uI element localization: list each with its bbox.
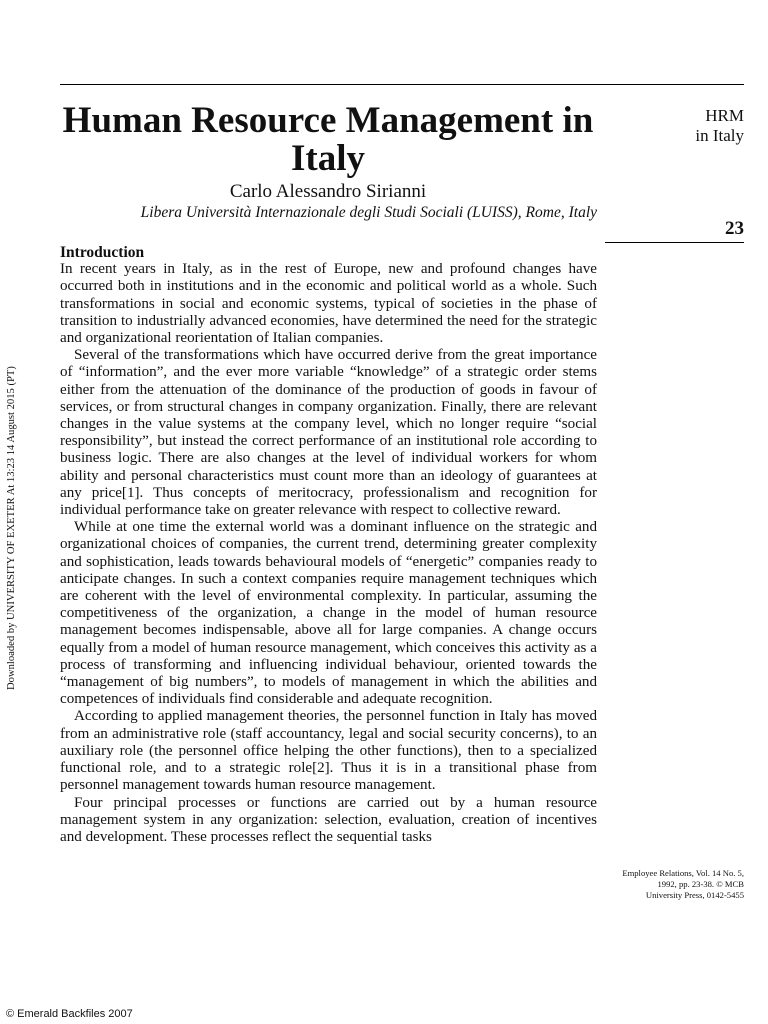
running-head-line-2: in Italy [695,126,744,145]
paragraph: According to applied management theories, the personnel function in Italy has moved from an administrative role (staff accountancy, legal and social security concerns), to an auxiliary role (the personnel office helping the other functions), then to a specialized functional role, and to a strategic role[2]. Thus it is in a transitional phase from personnel management towards human resource management. [60,708,597,794]
running-head-line-1: HRM [705,106,744,125]
paragraph: In recent years in Italy, as in the rest of Europe, new and profound changes have occurred both in institutions and in the economic and political world as a whole. Such transformations in social and economic systems, typical of societies in the phase of transition to industrially advanced economies, have determined the need for the strategic and organizational reorientation of Italian companies. [60,261,597,347]
article-title: Human Resource Management in Italy [62,100,594,179]
section-heading: Introduction [60,244,145,261]
paragraph: Several of the transformations which have occurred derive from the great importance of “information”, and the ever more variable “knowledge” of a strategic order stems either from the attenuation of the dominance of the production of goods in favour of services, or from structural changes in company organization. Finally, there are relevant changes in the value systems at the company level, which no longer require “social responsibility”, but instead the correct performance of an institutional role according to business logic. There are also changes at the level of individual workers for whom ability and personal characteristics must count more than an ideology of guarantees at any price[1]. Thus concepts of meritocracy, professionalism and recognition for individual performance take on greater relevance with respect to collective reward. [60,347,597,519]
side-rule [605,242,744,243]
journal-line: University Press, 0142-5455 [645,890,744,900]
paragraph: Four principal processes or functions are carried out by a human resource management system in any organization: selection, evaluation, creation of incentives and development. These processes reflect the sequential tasks [60,794,597,845]
author-affiliation: Libera Università Internazionale degli Studi Sociali (LUISS), Rome, Italy [140,204,597,221]
article-body [60,244,597,846]
copyright-footer: © Emerald Backfiles 2007 [6,1008,133,1020]
journal-line: Employee Relations, Vol. 14 No. 5, [622,868,744,878]
journal-line: 1992, pp. 23-38. © MCB [657,879,744,889]
top-rule [60,84,744,85]
page-number: 23 [725,218,744,239]
author-name: Carlo Alessandro Sirianni [229,181,427,202]
journal-citation [584,868,744,901]
paragraph: While at one time the external world was a dominant influence on the strategic and organizational choices of companies, the current trend, determining greater complexity and sophistication, leads towards behavioural models of “energetic” companies ready to anticipate changes. In such a context companies require management techniques which are coherent with the level of environmental complexity. In particular, assuming the competitiveness of the organization, a change in the model of human resource management becomes indispensable, above all for large companies. A change occurs equally from a model of human resource management, which conceives this activity as a process of transforming and influencing individual behaviour, oriented towards the “management of big numbers”, to models of management in which the abilities and competences of individuals find considerable and adequate recognition. [60,519,597,708]
download-watermark: Downloaded by UNIVERSITY OF EXETER At 13:23 14 August 2015 (PT) [6,366,17,690]
running-head [695,106,744,146]
